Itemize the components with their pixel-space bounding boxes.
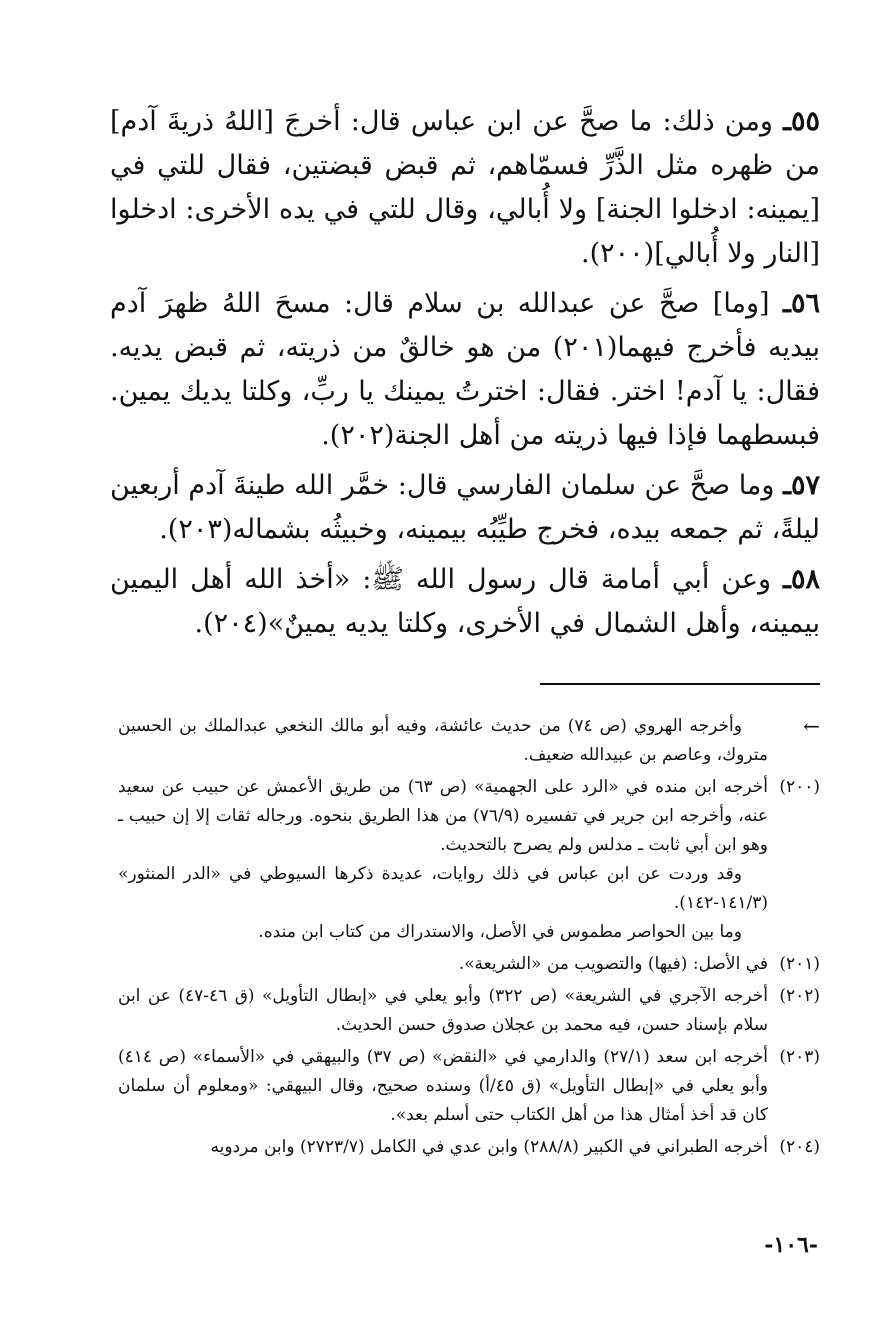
footnotes bbox=[118, 712, 820, 1165]
paragraph-text: وعن أبي أمامة قال رسول الله ﷺ: «أخذ الله أهل اليمين بيمينه، وأهل الشمال في الأخرى، وكلتا يديه يمينٌ»(٢٠٤). bbox=[110, 564, 820, 639]
footnote-text: وما بين الحواصر مطموس في الأصل، والاستدراك من كتاب ابن منده. bbox=[258, 922, 742, 942]
footnote-number: (٢٠٢) bbox=[779, 986, 820, 1006]
page-number: -١٠٦- bbox=[764, 1232, 818, 1258]
footnote-text: أخرجه ابن سعد (٢٧/١) والدارمي في «النقض» (ص ٣٧) والبيهقي في «الأسماء» (ص ٤١٤) وأبو يعلي في «إبطال التأويل» (ق ٤٥/أ) وسنده صحيح، وقال البيهقي: «ومعلوم أن سلمان كان قد أخذ أمثال هذا من أهل الكتاب حتى أسلم بعد». bbox=[118, 1047, 769, 1125]
paragraph-text: [وما] صحَّ عن عبدالله بن سلام قال: مسحَ اللهُ ظهرَ آدم بيديه فأخرج فيهما(٢٠١) من هو خالقٌ من ذريته، ثم قبض يديه. فقال: يا آدم! اختر. فقال: اخترتُ يمينك يا ربِّ، وكلتا يديك يمين. فبسطهما فإذا فيها ذريته من أهل الجنة(٢٠٢). bbox=[110, 288, 820, 451]
paragraph-text: ومن ذلك: ما صحَّ عن ابن عباس قال: أخرجَ [اللهُ ذريةَ آدم] من ظهره مثل الذَّرِّ فسمّاهم، ثم قبض قبضتين، فقال للتي في [يمينه: ادخلوا الجنة] ولا أُبالي، وقال للتي في يده الأخرى: ادخلوا [النار ولا أُبالي](٢٠٠). bbox=[110, 106, 820, 269]
footnote-text: في الأصل: (فيها) والتصويب من «الشريعة». bbox=[458, 954, 768, 974]
paragraph-57 bbox=[110, 464, 820, 552]
footnote-number: (٢٠٠) bbox=[779, 777, 820, 797]
footnote-204 bbox=[118, 1133, 820, 1162]
paragraph-number: ٥٥ـ bbox=[783, 106, 820, 137]
footnote-202 bbox=[118, 982, 820, 1040]
paragraph-number: ٥٦ـ bbox=[783, 288, 820, 319]
paragraph-text: وما صحَّ عن سلمان الفارسي قال: خمَّر الله طينةَ آدم أربعين ليلةً، ثم جمعه بيده، فخرج طيِّبُه بيمينه، وخبيثُه بشماله(٢٠٣). bbox=[110, 470, 820, 545]
footnote-text: وقد وردت عن ابن عباس في ذلك روايات، عديدة ذكرها السيوطي في «الدر المنثور» (١٤١/٣-١٤٢). bbox=[118, 864, 768, 913]
paragraph-56 bbox=[110, 282, 820, 458]
footnote-200 bbox=[118, 773, 820, 947]
footnote-text: أخرجه ابن منده في «الرد على الجهمية» (ص ٦٣) من طريق الأعمش عن حبيب عن سعيد عنه، وأخرجه ابن جرير في تفسيره (٧٦/٩) من هذا الطريق بنحوه. ورجاله ثقات إلا إن حبيب ـ وهو ابن أبي ثابت ـ مدلس ولم يصرح بالتحديث. bbox=[118, 777, 768, 855]
footnote-201 bbox=[118, 950, 820, 979]
paragraph-number: ٥٧ـ bbox=[783, 470, 820, 501]
paragraph-number: ٥٨ـ bbox=[783, 564, 820, 595]
footnote-number: (٢٠١) bbox=[779, 954, 820, 974]
main-text bbox=[110, 100, 820, 652]
paragraph-58 bbox=[110, 558, 820, 646]
footnote-number: (٢٠٣) bbox=[779, 1047, 820, 1067]
footnote-text: أخرجه الطبراني في الكبير (٢٨٨/٨) وابن عدي في الكامل (٢٧٢٣/٧) وابن مردويه bbox=[210, 1137, 768, 1157]
footnote-text: وأخرجه الهروي (ص ٧٤) من حديث عائشة، وفيه أبو مالك النخعي عبدالملك بن الحسين متروك، وعاصم بن عبيدالله ضعيف. bbox=[118, 716, 768, 765]
paragraph-55 bbox=[110, 100, 820, 276]
continuation-arrow-icon: ← bbox=[803, 714, 820, 738]
footnote-text: أخرجه الآجري في الشريعة» (ص ٣٢٢) وأبو يعلي في «إبطال التأويل» (ق ٤٦-٤٧) عن ابن سلام بإسناد حسن، فيه محمد بن عجلان صدوق حسن الحديث. bbox=[118, 986, 768, 1035]
footnote-203 bbox=[118, 1043, 820, 1130]
footnote-number: (٢٠٤) bbox=[779, 1137, 820, 1157]
footnote-continuation bbox=[118, 712, 820, 770]
footnote-separator bbox=[540, 683, 820, 685]
